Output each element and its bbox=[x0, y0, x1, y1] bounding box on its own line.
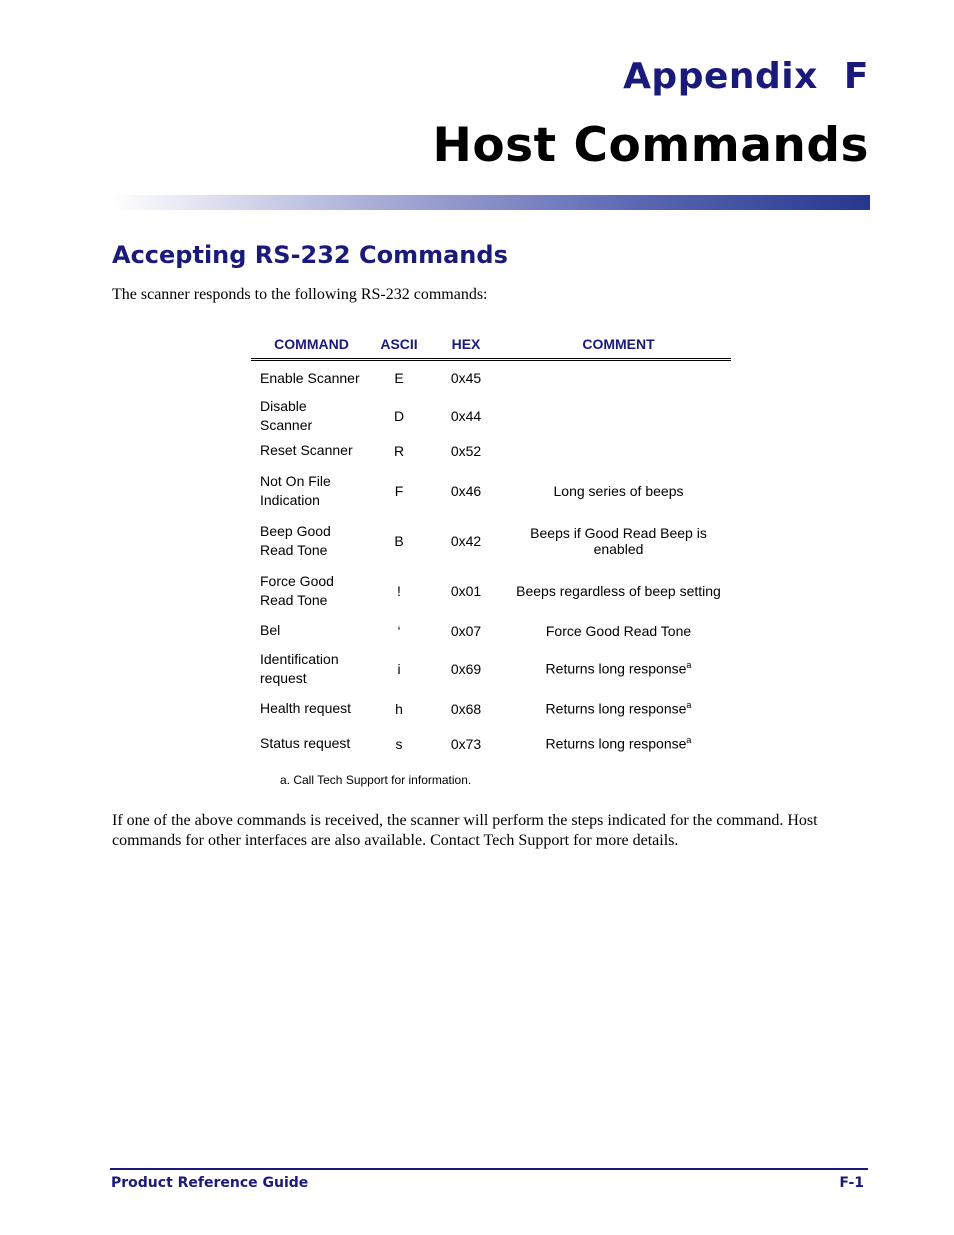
table-header-row bbox=[251, 330, 731, 360]
command-cell: Health request bbox=[260, 700, 352, 716]
header-ascii: ASCII bbox=[372, 330, 426, 360]
comment-text: Long series of beeps bbox=[553, 482, 684, 499]
table-row bbox=[251, 516, 731, 566]
command-cell: Status request bbox=[260, 735, 351, 751]
footnote-marker: a bbox=[686, 660, 692, 671]
hex-cell: 0x45 bbox=[450, 370, 482, 387]
comment-cell bbox=[506, 516, 731, 566]
comment-cell bbox=[506, 360, 731, 396]
footer-rule bbox=[110, 1168, 868, 1170]
table-row bbox=[251, 566, 731, 616]
comment-text: Returns long response bbox=[545, 700, 687, 717]
table-row bbox=[251, 726, 731, 762]
table-footnote: a. Call Tech Support for information. bbox=[280, 773, 472, 787]
table-row bbox=[251, 396, 731, 436]
comment-cell bbox=[506, 726, 731, 762]
comment-cell bbox=[506, 466, 731, 516]
hex-cell: 0x68 bbox=[450, 700, 482, 717]
comment-text: Returns long response bbox=[545, 660, 687, 677]
hex-cell: 0x69 bbox=[450, 660, 482, 677]
footnote-marker: a bbox=[686, 735, 692, 746]
comment-cell bbox=[506, 646, 731, 692]
ascii-cell: ! bbox=[397, 582, 401, 599]
command-cell: Enable Scanner bbox=[260, 369, 360, 386]
appendix-label: Appendix F bbox=[623, 56, 869, 97]
section-heading: Accepting RS-232 Commands bbox=[112, 241, 508, 269]
footer-guide-title: Product Reference Guide bbox=[111, 1175, 309, 1191]
ascii-cell: h bbox=[395, 700, 403, 717]
table-row bbox=[251, 466, 731, 516]
hex-cell: 0x46 bbox=[450, 482, 482, 499]
hex-cell: 0x07 bbox=[450, 622, 482, 639]
closing-paragraph: If one of the above commands is received, the scanner will perform the steps indicated for the command. Host commands for other interfaces are also available. Contact Tech Support for more details. bbox=[112, 812, 818, 849]
comment-text: Force Good Read Tone bbox=[545, 622, 692, 639]
header-comment: COMMENT bbox=[506, 330, 731, 360]
command-cell: Bel bbox=[260, 622, 281, 638]
ascii-cell: D bbox=[393, 407, 405, 424]
header-command: COMMAND bbox=[251, 330, 372, 360]
ascii-cell: i bbox=[397, 660, 401, 677]
header-hex: HEX bbox=[426, 330, 506, 360]
command-cell: Disable Scanner bbox=[260, 397, 313, 433]
ascii-cell: ‘ bbox=[397, 622, 401, 639]
chapter-title: Host Commands bbox=[432, 118, 869, 173]
comment-cell bbox=[506, 616, 731, 646]
command-cell: Identification request bbox=[260, 650, 339, 686]
ascii-cell: R bbox=[393, 442, 405, 459]
comment-text: Beeps regardless of beep setting bbox=[516, 582, 721, 599]
table-row bbox=[251, 436, 731, 466]
comment-text: Returns long response bbox=[545, 735, 687, 752]
rs232-command-table bbox=[251, 330, 731, 762]
table-row bbox=[251, 692, 731, 726]
ascii-cell: B bbox=[394, 532, 404, 549]
comment-cell bbox=[506, 566, 731, 616]
comment-cell bbox=[506, 692, 731, 726]
command-cell: Force Good Read Tone bbox=[260, 572, 334, 608]
comment-cell bbox=[506, 396, 731, 436]
command-cell: Not On File Indication bbox=[260, 472, 331, 508]
comment-cell bbox=[506, 436, 731, 466]
comment-text: Beeps if Good Read Beep is enabled bbox=[530, 524, 707, 557]
table-row bbox=[251, 360, 731, 396]
hex-cell: 0x42 bbox=[450, 532, 482, 549]
hex-cell: 0x52 bbox=[450, 442, 482, 459]
command-cell: Reset Scanner bbox=[260, 442, 353, 458]
command-cell: Beep Good Read Tone bbox=[260, 522, 331, 558]
intro-paragraph: The scanner responds to the following RS-232 commands: bbox=[112, 286, 488, 303]
header-gradient-bar bbox=[112, 195, 870, 210]
table-row bbox=[251, 646, 731, 692]
ascii-cell: s bbox=[395, 735, 403, 752]
ascii-cell: F bbox=[394, 482, 404, 499]
hex-cell: 0x73 bbox=[450, 735, 482, 752]
hex-cell: 0x44 bbox=[450, 407, 482, 424]
hex-cell: 0x01 bbox=[450, 582, 482, 599]
table-row bbox=[251, 616, 731, 646]
ascii-cell: E bbox=[394, 370, 404, 387]
footnote-marker: a bbox=[686, 700, 692, 711]
footer-page-number: F-1 bbox=[839, 1175, 864, 1191]
